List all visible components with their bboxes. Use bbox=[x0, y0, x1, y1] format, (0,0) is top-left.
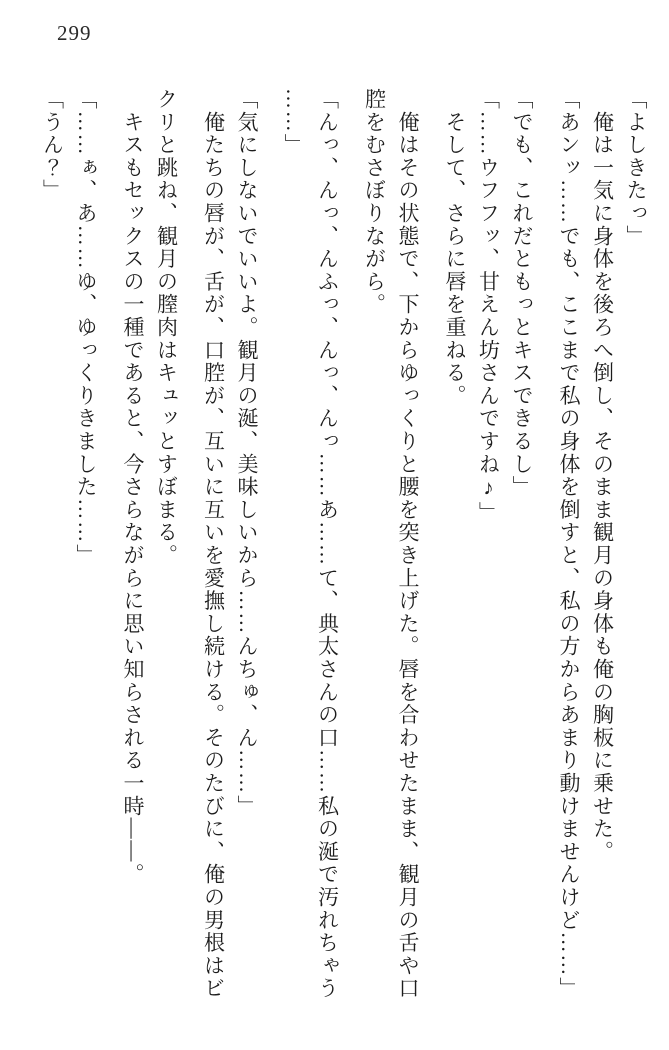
page-number: 299 bbox=[57, 21, 92, 45]
text-line: 俺はその状態で、下からゆっくりと腰を突き上げた。唇を合わせたまま、観月の舌や口 bbox=[396, 88, 420, 1000]
text-line: 「あンッ……でも、ここまで私の身体を倒すと、私の方からあまり動けませんけど……」 bbox=[557, 88, 581, 1000]
text-line: そして、さらに唇を重ねる。 bbox=[443, 88, 467, 408]
text-line: 「気にしないでいいよ。観月の涎、美味しいから……んちゅ、ん……」 bbox=[235, 88, 259, 818]
text-line: 「……ぁ、あ……ゆ、ゆっくりきました……」 bbox=[74, 88, 98, 567]
text-line: クリと跳ね、観月の膣肉はキュッとすぼまる。 bbox=[154, 88, 179, 567]
text-line: 「……ウフフッ、甘えん坊さんですね♪」 bbox=[476, 88, 501, 525]
text-line: キスもセックスの一種であると、今さらながらに思い知らされる一時――。 bbox=[121, 88, 145, 886]
text-block bbox=[35, 88, 652, 1002]
text-line: 「んっ、んっ、んふっ、んっ、んっ……あ……て、典太さんの口……私の涎で汚れちゃう bbox=[315, 88, 340, 1000]
text-line: 俺は一気に身体を後ろへ倒し、そのまま観月の身体も俺の胸板に乗せた。 bbox=[590, 88, 615, 864]
text-line: 「うん？」 bbox=[40, 88, 65, 202]
text-line: 「よしきたっ」 bbox=[624, 88, 648, 248]
text-line: 俺たちの唇が、舌が、口腔が、互いに互いを愛撫し続ける。そのたびに、俺の男根はビ bbox=[201, 88, 226, 1000]
text-line: 「でも、これだともっとキスできるし」 bbox=[510, 88, 534, 499]
text-line: ……」 bbox=[282, 88, 306, 157]
text-line: 腔をむさぼりながら。 bbox=[362, 88, 387, 316]
